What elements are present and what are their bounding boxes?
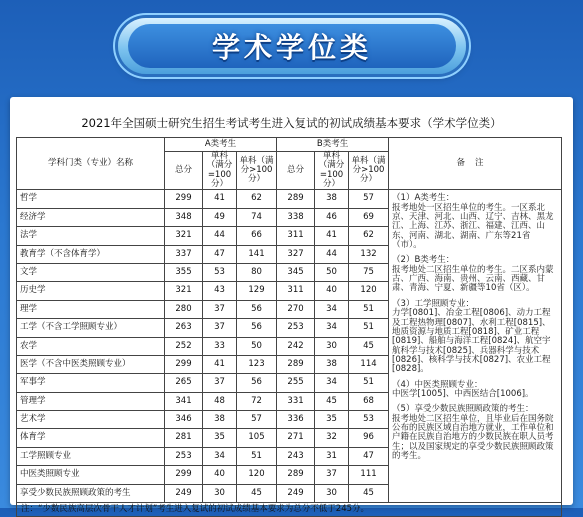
score-b-total: 338	[277, 208, 315, 226]
score-a-total: 341	[165, 392, 203, 410]
score-b-s100: 34	[315, 374, 349, 392]
score-a-total: 346	[165, 411, 203, 429]
score-b-s150: 51	[349, 374, 389, 392]
subject-name: 经济学	[17, 208, 165, 226]
score-a-s150: 123	[237, 355, 277, 373]
score-a-s150: 45	[237, 484, 277, 502]
score-b-s100: 34	[315, 300, 349, 318]
score-a-s100: 37	[203, 319, 237, 337]
score-b-s150: 69	[349, 208, 389, 226]
score-a-s100: 48	[203, 392, 237, 410]
note-body: 报考地处二区招生单位的考生。二区系内蒙古、广西、海南、贵州、云南、西藏、甘肃、青海、宁夏、新疆等10省（区）。	[392, 264, 554, 294]
score-a-s100: 35	[203, 429, 237, 447]
note-item	[392, 405, 558, 461]
score-b-s150: 132	[349, 245, 389, 263]
note-title: （2）B类考生：	[392, 255, 455, 266]
score-a-total: 321	[165, 282, 203, 300]
score-b-s100: 38	[315, 355, 349, 373]
score-a-s100: 30	[203, 484, 237, 502]
score-a-s150: 56	[237, 300, 277, 318]
score-a-total: 299	[165, 355, 203, 373]
note-title: （5）享受少数民族照顾政策的考生：	[392, 404, 534, 415]
score-a-total: 321	[165, 227, 203, 245]
note-title: （4）中医类照顾专业：	[392, 379, 483, 390]
header-subject: 学科门类（专业）名称	[17, 138, 165, 190]
score-a-s150: 74	[237, 208, 277, 226]
note-body: 中医学[1005]、中西医结合[1006]。	[392, 388, 534, 399]
score-b-total: 242	[277, 337, 315, 355]
score-a-s150: 51	[237, 447, 277, 465]
score-b-total: 289	[277, 466, 315, 484]
score-a-s150: 105	[237, 429, 277, 447]
score-a-s150: 120	[237, 466, 277, 484]
score-a-total: 348	[165, 208, 203, 226]
subject-name: 艺术学	[17, 411, 165, 429]
score-b-s100: 40	[315, 282, 349, 300]
header-group-a: A类考生	[165, 138, 277, 152]
note-title: （3）工学照顾专业：	[392, 298, 474, 309]
note-body: 报考地处一区招生单位的考生。一区系北京、天津、河北、山西、辽宁、吉林、黑龙江、上海、江苏、浙江、福建、江西、山东、河南、湖北、湖南、广东等21省（市）。	[392, 202, 554, 251]
score-a-s100: 40	[203, 466, 237, 484]
subject-name: 军事学	[17, 374, 165, 392]
header-a-total: 总分	[165, 152, 203, 190]
score-b-s150: 114	[349, 355, 389, 373]
subject-name: 享受少数民族照顾政策的考生	[17, 484, 165, 502]
score-b-s100: 46	[315, 208, 349, 226]
banner-title: 学术学位类	[211, 31, 372, 64]
score-b-s150: 75	[349, 263, 389, 281]
score-b-s100: 32	[315, 429, 349, 447]
score-b-total: 270	[277, 300, 315, 318]
score-a-s100: 44	[203, 227, 237, 245]
score-b-total: 289	[277, 190, 315, 208]
score-sheet	[10, 97, 573, 514]
note-item	[392, 256, 558, 293]
score-b-s100: 37	[315, 466, 349, 484]
subject-name: 历史学	[17, 282, 165, 300]
score-b-s150: 45	[349, 337, 389, 355]
note-item	[392, 194, 558, 250]
score-table	[16, 137, 562, 517]
document-title: 2021年全国硕士研究生招生考试考生进入复试的初试成绩基本要求（学术学位类）	[81, 116, 502, 130]
score-b-s150: 47	[349, 447, 389, 465]
score-a-total: 337	[165, 245, 203, 263]
score-a-s150: 80	[237, 263, 277, 281]
header-b-total: 总分	[277, 152, 315, 190]
score-a-s100: 49	[203, 208, 237, 226]
score-a-s150: 66	[237, 227, 277, 245]
score-a-s150: 141	[237, 245, 277, 263]
score-b-s150: 57	[349, 190, 389, 208]
score-a-s100: 37	[203, 300, 237, 318]
subject-name: 法学	[17, 227, 165, 245]
note-body: 报考地处二区招生单位，且毕业后在国务院公布的民族区域自治地方就业，工作单位和户籍在民族自治地方的少数民族在职人员考生；以及国家规定的享受少数民族照顾政策的考生。	[392, 413, 554, 461]
footnote: 注：“少数民族高层次骨干人才计划”考生进入复试的初试成绩基本要求为总分不低于245分。	[17, 503, 562, 517]
note-item	[392, 300, 558, 375]
notes-cell	[389, 190, 562, 503]
score-a-s150: 57	[237, 411, 277, 429]
score-a-s150: 72	[237, 392, 277, 410]
subject-name: 理学	[17, 300, 165, 318]
subject-name: 工学照顾专业	[17, 447, 165, 465]
score-a-s100: 33	[203, 337, 237, 355]
score-b-s100: 34	[315, 319, 349, 337]
score-a-total: 249	[165, 484, 203, 502]
subject-name: 医学（不含中医类照顾专业）	[17, 355, 165, 373]
score-b-s150: 51	[349, 319, 389, 337]
score-b-total: 253	[277, 319, 315, 337]
score-b-s150: 68	[349, 392, 389, 410]
score-a-s150: 62	[237, 190, 277, 208]
score-b-s100: 50	[315, 263, 349, 281]
subject-name: 中医类照顾专业	[17, 466, 165, 484]
score-b-total: 311	[277, 282, 315, 300]
score-b-s150: 111	[349, 466, 389, 484]
score-b-total: 331	[277, 392, 315, 410]
score-b-s100: 45	[315, 392, 349, 410]
header-b-single-100: 单科（满分=100分）	[315, 152, 349, 190]
score-a-s100: 47	[203, 245, 237, 263]
score-b-s150: 96	[349, 429, 389, 447]
score-a-total: 299	[165, 190, 203, 208]
header-notes: 备注	[389, 138, 562, 190]
score-b-s100: 38	[315, 190, 349, 208]
header-a-single-over-100: 单科（满分>100分）	[237, 152, 277, 190]
score-a-total: 280	[165, 300, 203, 318]
score-a-total: 263	[165, 319, 203, 337]
score-b-total: 336	[277, 411, 315, 429]
subject-name: 农学	[17, 337, 165, 355]
score-a-s150: 129	[237, 282, 277, 300]
banner-inner	[128, 24, 456, 68]
note-item	[392, 381, 558, 400]
score-b-total: 327	[277, 245, 315, 263]
score-b-s100: 44	[315, 245, 349, 263]
score-a-s100: 41	[203, 190, 237, 208]
subject-name: 文学	[17, 263, 165, 281]
score-a-s100: 34	[203, 447, 237, 465]
score-b-s150: 45	[349, 484, 389, 502]
score-a-total: 253	[165, 447, 203, 465]
note-body: 力学[0801]、冶金工程[0806]、动力工程及工程热物理[0807]、水利工程[0815]、地质资源与地质工程[0818]、矿业工程[0819]、船舶与海洋工程[0824]、航空宇航科学与技术[0825]、兵器科学与技术[0826]、核科学与技术[0827]、农业工程[0828]。	[392, 308, 551, 375]
score-a-s100: 41	[203, 355, 237, 373]
score-b-total: 249	[277, 484, 315, 502]
subject-name: 工学（不含工学照顾专业）	[17, 319, 165, 337]
score-b-total: 345	[277, 263, 315, 281]
score-a-total: 355	[165, 263, 203, 281]
score-a-s100: 43	[203, 282, 237, 300]
header-b-single-over-100: 单科（满分>100分）	[349, 152, 389, 190]
subject-name: 哲学	[17, 190, 165, 208]
subject-name: 管理学	[17, 392, 165, 410]
score-b-total: 271	[277, 429, 315, 447]
score-b-s150: 51	[349, 300, 389, 318]
subject-name: 体育学	[17, 429, 165, 447]
table-row	[17, 190, 562, 208]
score-a-total: 299	[165, 466, 203, 484]
score-a-total: 281	[165, 429, 203, 447]
score-rows	[17, 190, 562, 503]
subject-name: 教育学（不含体育学）	[17, 245, 165, 263]
score-a-s150: 56	[237, 374, 277, 392]
category-banner	[118, 18, 466, 74]
score-a-total: 265	[165, 374, 203, 392]
score-b-total: 289	[277, 355, 315, 373]
score-b-s100: 30	[315, 484, 349, 502]
score-a-total: 252	[165, 337, 203, 355]
score-a-s150: 50	[237, 337, 277, 355]
score-a-s150: 56	[237, 319, 277, 337]
score-b-s100: 30	[315, 337, 349, 355]
score-a-s100: 37	[203, 374, 237, 392]
score-b-s100: 31	[315, 447, 349, 465]
score-b-s150: 53	[349, 411, 389, 429]
score-b-total: 255	[277, 374, 315, 392]
score-b-s100: 41	[315, 227, 349, 245]
score-b-total: 243	[277, 447, 315, 465]
header-group-b: B类考生	[277, 138, 389, 152]
score-a-s100: 53	[203, 263, 237, 281]
header-a-single-100: 单科（满分=100分）	[203, 152, 237, 190]
score-b-s100: 35	[315, 411, 349, 429]
score-b-s150: 120	[349, 282, 389, 300]
score-a-s100: 38	[203, 411, 237, 429]
score-b-s150: 62	[349, 227, 389, 245]
note-title: （1）A类考生：	[392, 193, 455, 204]
score-b-total: 311	[277, 227, 315, 245]
